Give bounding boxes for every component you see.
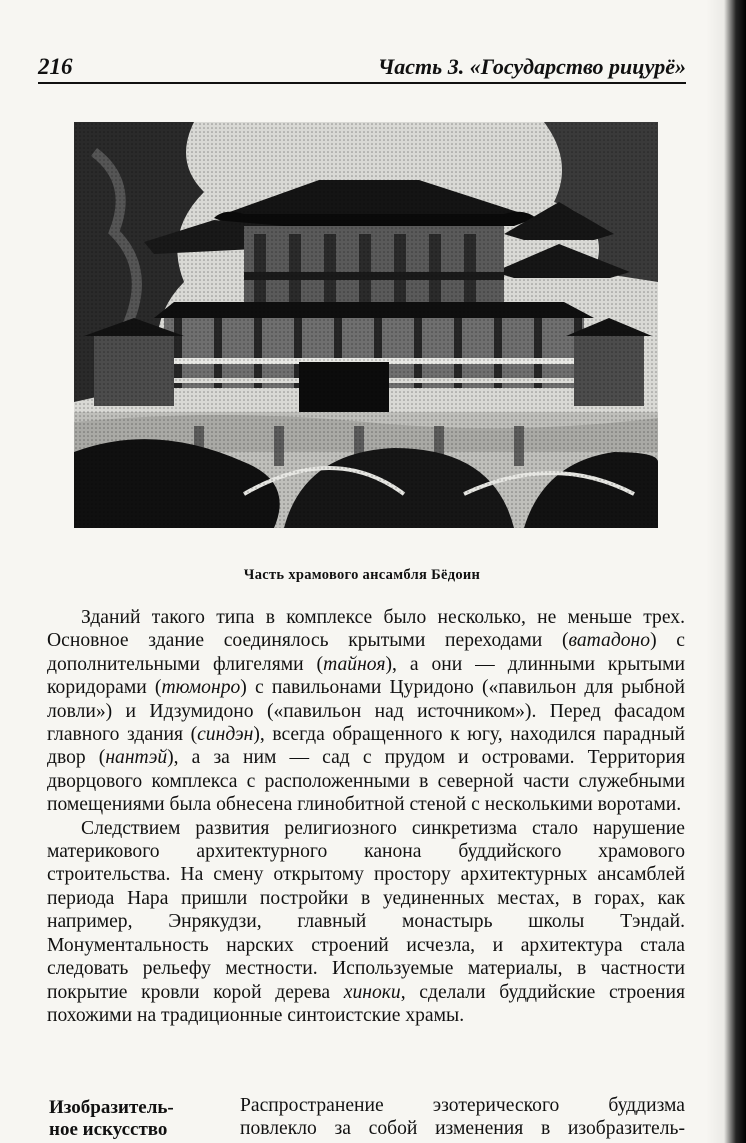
section-heading: [49, 1097, 229, 1141]
italic-term: тайноя: [323, 653, 386, 675]
text-run: Зданий такого типа в комплексе было несколько, не меньше трех. Основное здание соединялось крытыми переходами (: [47, 607, 685, 652]
section-heading-line: ное искусство: [49, 1119, 168, 1140]
italic-term: ватадоно: [568, 630, 651, 652]
italic-term: тюмонро: [161, 677, 241, 699]
temple-photo-illustration: [74, 122, 658, 528]
scan-page-edge: [706, 0, 746, 1143]
text-run: ), всегда обращенного к югу, находился парадный двор (: [47, 724, 685, 769]
page-number: 216: [38, 54, 73, 79]
figure-caption: Часть храмового ансамбля Бёдоин: [243, 567, 481, 583]
italic-term: синдэн: [197, 724, 254, 746]
italic-term: нантэй: [105, 747, 168, 769]
section-heading-line: Изобразитель-: [49, 1097, 174, 1118]
text-run: Следствием развития религиозного синкретизма стало нарушение материкового архитектурного канона буддийского храмового строительства. На смену открытому простору архитектурных ансамблей периода Нара пришли постройки в уединенных местах, в горах, как например, Энрякудзи, главный монастырь школы Тэндай. Монументальность нарских строений исчезла, и архитектура стала следовать рельефу местности. Используемые материалы, в частности покрытие кровли корой дерева: [47, 817, 685, 1003]
text-run: , сделали буддийские строения похожими на традиционные синтоистские храмы.: [47, 981, 685, 1026]
running-title: Часть 3. «Государство рицурё»: [377, 54, 686, 79]
text-run: ), а за ним — сад с прудом и островами. Территория дворцового комплекса с расположенными в северной части служебными помещениями была обнесена глинобитной стеной с несколькими воротами.: [47, 747, 685, 816]
continuation-line: повлекло за собой изменения в изобразитель-: [240, 1118, 685, 1140]
continuation-text: [240, 1094, 685, 1141]
text-run: ) с дополнительными флигелями (: [47, 630, 685, 675]
italic-term: хиноки: [343, 981, 401, 1003]
paragraph: [47, 817, 685, 1028]
text-run: ), а они — длинными крытыми коридорами (: [47, 653, 685, 699]
running-header: [38, 52, 686, 84]
temple-photo: [74, 122, 658, 528]
continuation-line: Распространение эзотерического буддизма: [240, 1095, 685, 1116]
main-text: [47, 606, 685, 1027]
text-run: ) с павильонами Цуридоно («павильон для рыбной ловли») и Идзумидоно («павильон над источником»). Перед фасадом главного здания (: [47, 677, 686, 746]
paragraph: [47, 606, 685, 817]
